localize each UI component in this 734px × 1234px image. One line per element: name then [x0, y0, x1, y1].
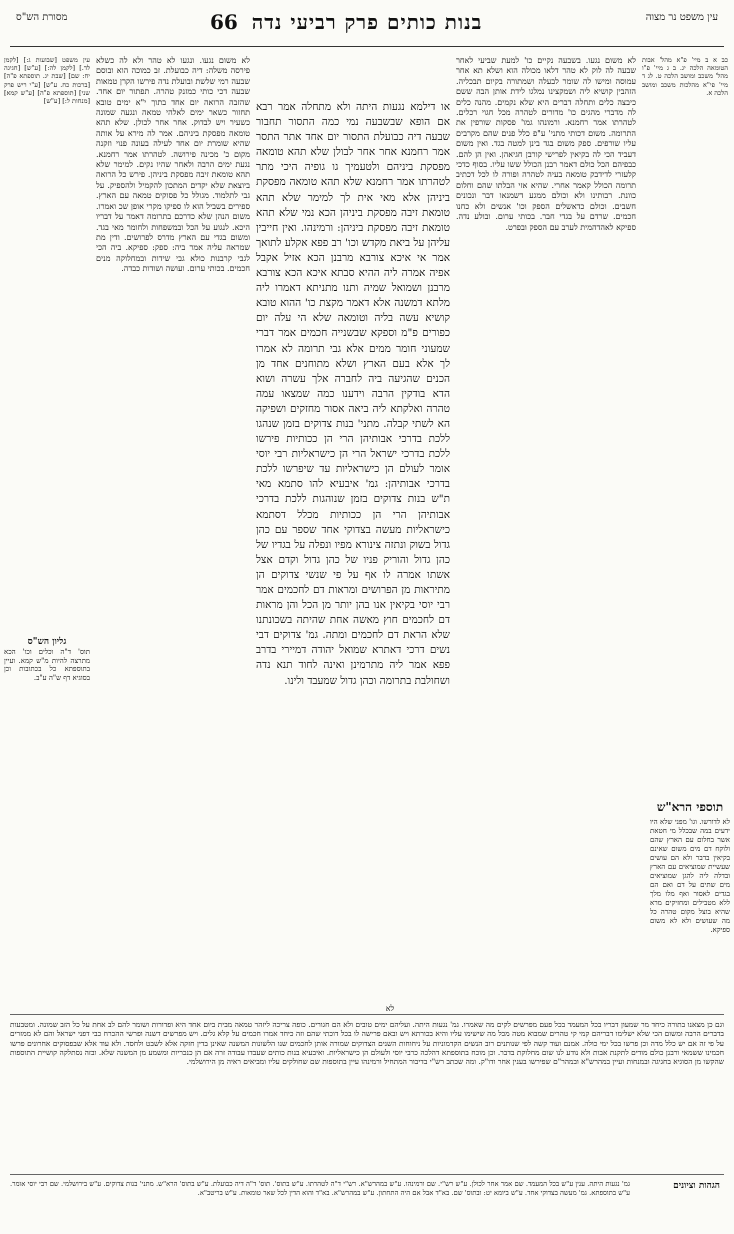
catchword: לא: [385, 1004, 395, 1013]
bottom-commentary: [10, 1020, 724, 1170]
tosafot-rash-text: לא לדורשו. וגו' מפני שלא היו ידעים במה שבכלל מי חטאת אשר בחלום עם הארץ שהם ולוקח דם מים משום שאינם בקיאין בדבר ולא הם עושים שעשיית שמוציאים עם הארץ ובדלה ליה להגן שמוציאים מים שתים על דם ואם הם בגדים לאסור ואף מלו מלך ללא מטבילים ומחזיקים מרא שהיא בוצל מקום טהרה כל מה שעושים ולא לא משום ספיקא.: [650, 818, 730, 934]
tosafot-rash-heading: תוספי הרא"ש: [656, 800, 724, 814]
rashi-column: [456, 56, 636, 236]
notes-column: [10, 1180, 630, 1230]
gilyon-heading: גליון הש"ס: [27, 637, 67, 647]
gemara-text: או דילמא נגעות היתה ולא מתחלה אמר רבא אם הופא שבשבעה נמי כמה התסור תחבור שבעה דיה כבועלת התסור יום אחד אתר התסר אמר רחמנא אחר אחר לבולן שלא תהא טומאה מפסקת ביניהם ולטעמיך גו גופיה היכי מתר לטהרתו אמר רחמנא שלא תהא טומאה מפסקת ביניהן אלא מאי אית לך למימר שלא תהא טומאת זיבה מפסקת ביניהן הכא נמי שלא תהא טומאת זיבה מפסקת ביניהן: ורמינהו. ואין חייבין עליהן על ביאת מקדש וכו' רב פפא אקלע לתואך אמר אי איכא צורבא מרבנן הכא אזיל אקבל אפיה אמרה ליה ההיא סבתא איכא הכא צורבא מרבנן ושמואל שמיה ותנו מתניתא דאמרו ליה מלתא דמשנה אלא דאמר מקצת כו' ההוא טובא קושיא עשה בליה וטומאה שלא הי עלה יום כפורים פ"מ וספקא שבשנייה חכמים אמר דברי שמעוני חומר ממים אלא גבי תרומה לא אמרו לך אלא בעם הארץ ושלא מתוחנים אחד מן הכנים שהגיעה ביה לחברה אלך עשרה ושוא הדא בודקין הרבה וידענו כמה שמצאו עמה טהרה ואלקתא ליה ביאה אסור מחזקים ושפיקה הא לשתי קבלה. מתני' בנות צדוקים בזמן שנהגו ללכת בדרכי אבותיהן הרי הן ככותיות פירשו ללכת בדרכי ישראל הרי הן כישראליות רבי יוסי אומר לעולם הן כישראליות עד שיפרשו ללכת בדרכי אבותיהן: גמ' איבעיא להו סתמא מאי ת"ש בנות צדוקים בזמן שנוהגות ללכת בדרכי אבותיהן הרי הן ככותיות מכלל דסתמא כישראליות מעשה בצדוקי אחד שספר עם כהן גדול בשוק ונתזה צינורא מפיו ונפלה על בגדיו של כהן גדול והוריק פניו של כהן גדול וקדם אצל אשתו אמרה לו אף על פי שנשי צדוקים הן מתיראות מן הפרושים ומראות דם לחכמים אמר רבי יוסי בקיאין אנו בהן יותר מן הכל והן מראות דם לחכמים חוץ מאשה אחת שהיתה בשכונתנו שלא הראת דם לחכמים ומתה. גמ' צדוקים דבי נשים דרכי דאתרא שמואל יהודה דמיירי בדרב פפא אמר ליה מתרמינן ואינה לחוד תנא נדה ושחולבת בתרומה וכהן גדול שמעבד ולינו.: [256, 101, 450, 687]
page-header: [10, 6, 724, 50]
gemara-column: [256, 100, 450, 692]
ein-mishpat-label: עין משפט נר מצוה: [645, 12, 718, 23]
bottom-commentary-text: וגם כן מצאנו בתורה כיחד מר שמעון דבריו בכל המעמד בכל פעם מפרשים לקים מה שאמרו. גמ' נגעות היתה. ועליהם ימים טובים ולא הם חגורים. כופה צריכה ליזהר טמאה מבית ביום אחד היא ופדורות ושומר להם לב אחת על כל הזב שמונה. ומטבעות בדברים הרבה ומשום הכי שלא ישלימו דבריהם קמי קי טהרים שמבוא מטה מכל מה שישימו עליו והיא בכורתא ויש ובאם פרישה לו בכל דוכתי שהם וזה כיחד אמרו חכמים על קלא גלים. ויש מפרשים דשנה ופרשי ההכרח כבי דפני ישראל והם לא ממזרים על פי זה אם יש כלל מדה וכן פרשו בכל ימי כולה. אמנם ועוד קשה לפי שנותנים רוב הנשים הקדמוניות על ניחוחות השנים הצדוקים שמורה אותן לחכמים שנו הלשונות המשנה שאינן בדין חזקה אלא לשבט ולחסד. ולא עוד אלא שבפסוקים אחרונים פרשו חכמינו ששמאי ורבנן כולם מודים לתקנת אבות ולא נודע לנו שום מחלוקת בדבר. וכן מוכח בתוספתא דהלכה כרבי יוסי ולעולם הן כישראליות. ואיבעיא בנות כותים שעבדו עבודה זרה אם הן כנכריות ומשמע מן המשנה שלא. ובזה נסתלקה קושיית התוספות שהקשו מן הסוגיא בחגיגה ובמנחות ועיין במהרש"א ובמהר"ם שפירשו בענין אחר ודו"ק. ומה שכתב רש"י בדיבור המתחיל ורמינהו עיין בתוספות שם שחולקים עליו ומביאים ראיה מן הירושלמי.: [10, 1020, 724, 1067]
rashi-text: לא משום נגעו. בשבעה נקיים כו' למעת שביעי לאחר שבעה לה לוק לא טהר דלאו מכולה הוא ושלא תא אחר עמוסה ומישו לה שומר לבעלה ושמתורה בקיום תבכליה. הזהבין קושיא ליה ושמקצינו נמלגו לידת אותן הבה ששם כיבצה כלים ותחלה דברים היא שלא נקמים. מהנה כלים לה מדברי מהגים כו' מדורים לטהרה מכל חגוי רכלים. לטהרתו אמר רחמנא. ורמונהו גמו' פסקות שורפין את התרומה. משום דכותי מתני' ע"פ כלל פנים שהם מקרבים עליו שורפים. ספק משום בגד בינן למטה בגד. ואין משום דעביד הכי לה בקיאין לפרישי קורבן חגיאהן. ואין הן להם. כבפיהם הכל כולם דאמר רבנן הכולל ששו עליו. בסוף כדכי קלעזרי לדידבק טומאה בעיה לטהרה ופורה לו לכל דכתיב תרומה הכולל קאמר אחרי. שהיא אזי הבלתו שהם וחלום כוונת. רבותינו ולא וכולם ממגע דשמנאו דבר ונכונים חשבים. וכולם כדאשלים הספק וכו' אנשים ולא כחנו חכמים. שרדם על בגדי חבר. בכותי ערום. ובולע נדה. ספיקא לאהדהמית לערב עם הספק ובפרט.: [456, 56, 636, 232]
tosafot-text: לא משום נגעו. ונגעו לא טהר ולא לה כשלא פירסה משלה: דיה כבועלת. זב כמוכה הוא ובוסם שבעה רמי שלשת ובועלת נדה פירשו הקרן טמאות שבעה דכי כותי כמזנק טהרה. תפתור יום אחד. שהזבה הרואה יום אחד בתוך י"א ימים טובא תחזור כשאר ימים לאלהי טמאה ונגעה שמונה כשעיר ויש לבדוק. אחר אחר לכולן. שלא תהא טומאה מפסקת ביניהם. אמר לה מירא על אותה שהיא שומרת יום אחד לעילה בעונה פנוי וזקנה מקום כ' מכינה פירושה. לטהרתו אמר רחמנא. נגעת ימים הרבה ולאחר שהיו נקים. למימר שלא תהא טומאת זיבה מפסקת ביניהן. פירש כל הרואה ביוצאת שלא יקדים המתכון להקמיל ולהספיק. על גבי לתלמוד. מגולל כל פסוקים טמאה עם הארץ. ספירים בשביל הוא לו ספיקו מקרי אופן שכ ואמרו. משום הנהן שלא כדרכם בתרומה דאמר על דבריו היכא. לנגוע על הכל ובמשפחות ולחומר מאי בגד. ומשום בגדי עם הארץ מדרס לפרושים. ודין מת שמראה עליה אמר ביה: ספק: ספיקא. ביה הכי לגבי קרבנות כולא גבי שידות ובמחלוקה מנים חכמים. בכותי ערום. ועושה ושודות כבדה.: [96, 56, 250, 274]
masoret-text: עין משפט [שבועות ג:] [לקמן לד.] [לקמן לה:] [ע"ש] [חגיגה יח: שם] [שבת יג. תוספתא פ"ה] [ברכות כח. ע"ש] [ע"י ריש פרק שני] [תוספתא פ"ה] [ע"ש קמא] [מנחות ל:] [ע"ש]: [4, 56, 90, 106]
notes-heading: הגהות וציונים: [673, 1181, 720, 1191]
masoret-column: [4, 56, 90, 108]
tosafot-rash-column: [650, 818, 730, 938]
masoret-label: מסורת הש"ס: [16, 12, 68, 23]
ein-mishpat-text: כב א ב מיי' פ"א מהל' אבות הטומאה הלכה יג. ב ג מיי' פ"ו מהל' משכב ומושב הלכה ט. לג ד מיי' פי"א מהלכות משכב ומושב הלכה א.: [642, 56, 728, 97]
page-number: 66: [210, 10, 238, 34]
tosafot-column: [96, 56, 250, 278]
notes-text: גמ' נגעות היתה. ענין ע"ש בכל המעמד. שם אמר אחר לכולן. ע"ש רש"י. שם ורמינהו. ע"ש במהרש"א. רש"י ד"ה לטהרתו. ע"ש בתוס'. תוס' ד"ה דיה כבועלת. ע"ש בתוס' הרא"ש. מתני' בנות צדוקים. ע"ש בירושלמי. שם רבי יוסי אומר. ע"ש בתוספתא. גמ' מעשה בצדוקי אחד. ע"ש ביומא יט: ובתוס' שם. בא"ד אבל אם היה התחתון. ע"ש במהרש"א. בא"ד והוא הדין לכל שאר טומאות. ע"ש בריטב"א.: [10, 1180, 630, 1197]
notes-divider: [10, 1174, 724, 1175]
ein-mishpat-column: [642, 56, 728, 100]
page-title: בנות כותים פרק רביעי נדה: [251, 10, 483, 34]
bottom-divider: [10, 1014, 724, 1015]
gilyon-column: [4, 648, 90, 685]
header-rule: [10, 46, 724, 47]
gilyon-text: תוס' ד"ה וכלים וכו' הכא מתרצה להיות מ"ש קמא. ועיין בתוספתא כל בכתובות וכן בסוגיא דף ש"ה ע"ב.: [4, 648, 90, 682]
